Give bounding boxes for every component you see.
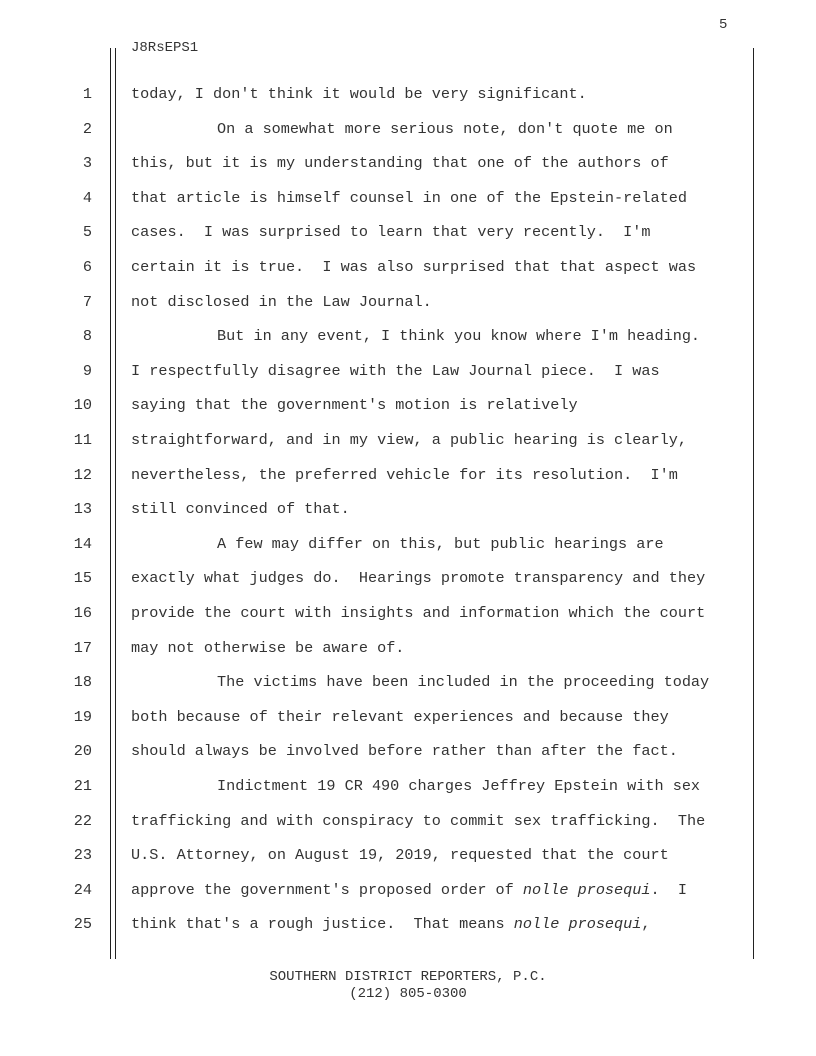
text-segment: still convinced of that. <box>131 500 350 519</box>
line-text <box>131 85 587 103</box>
line-text <box>131 293 432 311</box>
line-text <box>131 362 660 380</box>
line-text <box>131 431 687 449</box>
text-segment: U.S. Attorney, on August 19, 2019, requested that the court <box>131 846 669 865</box>
text-segment: cases. I was surprised to learn that very recently. I'm <box>131 223 651 242</box>
transcript-line <box>0 355 816 390</box>
footer <box>0 969 816 1003</box>
line-number: 6 <box>82 258 92 276</box>
text-segment: A few may differ on this, but public hearings are <box>217 534 664 553</box>
transcript-line <box>0 78 816 113</box>
transcript-line <box>0 597 816 632</box>
footer-company: SOUTHERN DISTRICT REPORTERS, P.C. <box>269 969 547 985</box>
page-number: 5 <box>719 17 728 33</box>
case-id: J8RsEPS1 <box>131 40 199 56</box>
line-number: 13 <box>73 500 92 519</box>
line-number: 21 <box>73 777 92 795</box>
transcript-line <box>0 251 816 286</box>
line-number: 20 <box>73 742 92 761</box>
line-number: 16 <box>73 604 92 622</box>
line-text <box>217 777 700 795</box>
line-text <box>131 258 696 276</box>
transcript-line <box>0 182 816 217</box>
italic-term: nolle prosequi <box>513 915 642 934</box>
text-segment: provide the court with insights and information which the court <box>131 604 706 622</box>
text-segment: straightforward, and in my view, a public hearing is clearly, <box>131 431 687 449</box>
footer-phone: (212) 805-0300 <box>349 986 467 1002</box>
text-segment: think that's a rough justice. That means <box>131 915 514 934</box>
text-segment: may not otherwise be aware of. <box>131 638 405 657</box>
line-text <box>131 466 678 484</box>
transcript-line <box>0 562 816 597</box>
line-text <box>217 120 673 138</box>
text-segment: that article is himself counsel in one of the Epstein-related <box>131 188 687 207</box>
text-segment: both because of their relevant experiences and because they <box>131 707 669 726</box>
line-text <box>131 500 350 518</box>
transcript-line <box>0 666 816 701</box>
line-number: 23 <box>73 846 92 865</box>
transcript-line <box>0 216 816 251</box>
transcript-line <box>0 389 816 424</box>
line-number: 4 <box>82 188 92 207</box>
line-text <box>131 189 687 207</box>
line-text <box>217 327 700 345</box>
line-text <box>131 569 705 587</box>
text-segment: The victims have been included in the proceeding today <box>217 673 710 692</box>
line-text <box>131 915 651 933</box>
line-text <box>131 846 669 864</box>
line-text <box>131 396 578 414</box>
transcript-line <box>0 839 816 874</box>
transcript-line <box>0 424 816 459</box>
line-number: 24 <box>73 880 92 899</box>
italic-term: nolle prosequi <box>522 880 651 899</box>
line-number: 14 <box>73 534 92 553</box>
text-segment: , <box>641 915 651 934</box>
transcript-line <box>0 805 816 840</box>
line-text <box>131 812 705 830</box>
text-segment: certain it is true. I was also surprised that that aspect was <box>131 258 697 276</box>
line-text <box>217 673 709 691</box>
line-number: 19 <box>73 707 92 726</box>
transcript-line <box>0 632 816 667</box>
transcript-line <box>0 908 816 943</box>
text-segment: But in any event, I think you know where I'm heading. <box>217 327 701 346</box>
line-number: 5 <box>82 223 92 242</box>
text-segment: approve the government's proposed order of <box>131 880 523 899</box>
line-number: 22 <box>73 811 92 830</box>
line-text <box>131 742 678 760</box>
line-number: 2 <box>82 119 92 138</box>
line-text <box>131 708 669 726</box>
text-segment: saying that the government's motion is relatively <box>131 396 578 415</box>
text-segment: trafficking and with conspiracy to commit sex trafficking. The <box>131 811 706 830</box>
line-number: 7 <box>82 292 92 311</box>
transcript-line <box>0 770 816 805</box>
text-segment: this, but it is my understanding that one of the authors of <box>131 154 669 173</box>
line-text <box>131 639 404 657</box>
text-segment: . I <box>650 880 687 899</box>
line-number: 15 <box>73 569 92 588</box>
line-number: 1 <box>82 85 92 103</box>
line-number: 18 <box>73 673 92 692</box>
transcript-line <box>0 147 816 182</box>
line-text <box>131 223 651 241</box>
line-number: 11 <box>73 431 92 449</box>
transcript-line <box>0 874 816 909</box>
text-segment: Indictment 19 CR 490 charges Jeffrey Epstein with sex <box>217 777 701 795</box>
line-number: 8 <box>82 327 92 346</box>
transcript-line <box>0 113 816 148</box>
line-text <box>217 535 664 553</box>
line-number: 12 <box>73 465 92 484</box>
line-number: 9 <box>82 361 92 380</box>
line-number: 17 <box>73 638 92 657</box>
text-segment: today, I don't think it would be very significant. <box>131 85 587 103</box>
text-segment: not disclosed in the Law Journal. <box>131 292 432 311</box>
text-segment: nevertheless, the preferred vehicle for its resolution. I'm <box>131 465 678 484</box>
text-segment: exactly what judges do. Hearings promote transparency and they <box>131 569 706 588</box>
line-text <box>131 604 705 622</box>
transcript-line <box>0 528 816 563</box>
line-text <box>131 881 687 899</box>
transcript-line <box>0 735 816 770</box>
line-number: 3 <box>82 154 92 173</box>
line-number: 10 <box>73 396 92 415</box>
transcript-line <box>0 701 816 736</box>
text-segment: On a somewhat more serious note, don't quote me on <box>217 119 673 138</box>
line-number: 25 <box>73 915 92 934</box>
text-segment: should always be involved before rather than after the fact. <box>131 742 678 761</box>
transcript-line <box>0 459 816 494</box>
line-text <box>131 154 669 172</box>
transcript-line <box>0 320 816 355</box>
transcript-line <box>0 493 816 528</box>
text-segment: I respectfully disagree with the Law Journal piece. I was <box>131 361 660 380</box>
transcript-line <box>0 286 816 321</box>
